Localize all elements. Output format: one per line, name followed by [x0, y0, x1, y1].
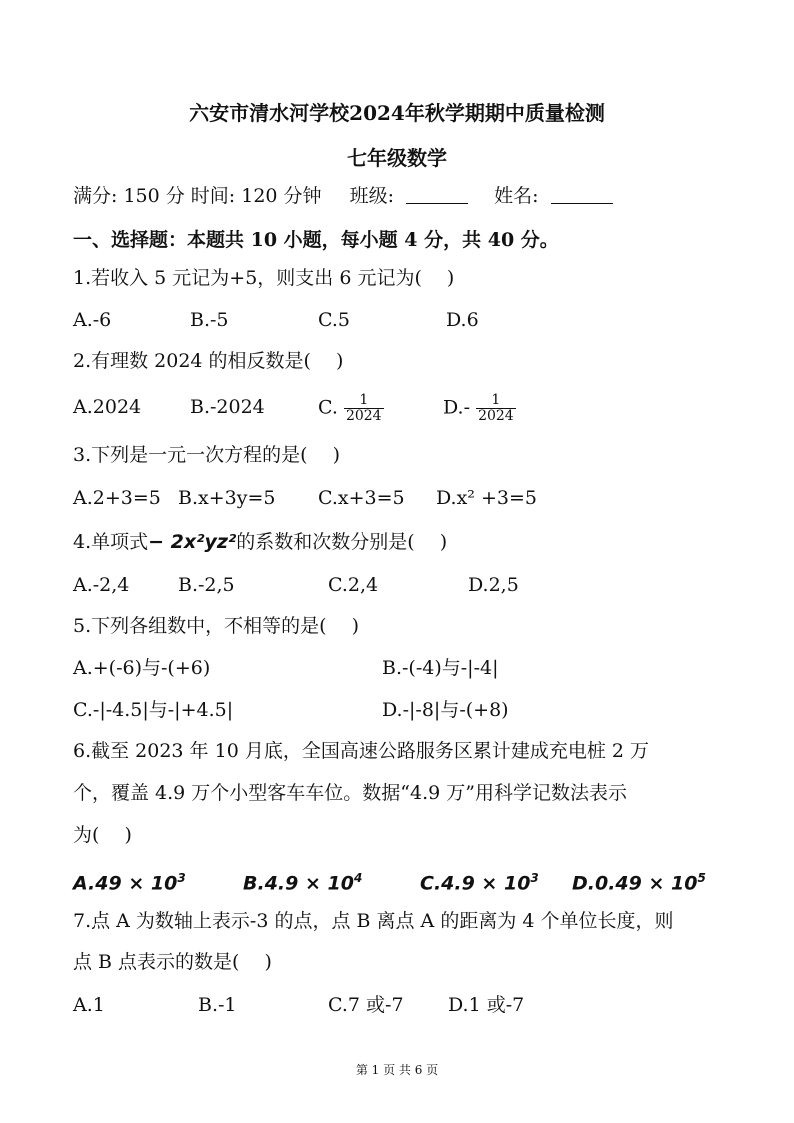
q2-option-c — [318, 393, 384, 424]
q2-option-b: B.-2024 — [190, 396, 265, 418]
q6-option-b-exponent: 4 — [353, 871, 363, 885]
q6-option-d-base: D.0.49 × 10 — [572, 872, 698, 895]
q6-option-a-base: A.49 × 10 — [73, 872, 178, 895]
q4-option-c: C.2,4 — [328, 574, 379, 596]
q5-option-a: A.+(-6)与-(+6) — [73, 657, 211, 679]
class-label: 班级: — [349, 185, 394, 207]
exam-subtitle: 七年级数学 — [347, 146, 447, 170]
q4-option-b: B.-2,5 — [178, 574, 235, 596]
question-5-stem: 5.下列各组数中，不相等的是( ) — [73, 615, 359, 637]
name-label: 姓名: — [494, 185, 539, 207]
q6-option-a — [73, 864, 186, 897]
q7-option-d: D.1 或-7 — [448, 994, 525, 1016]
q1-option-b: B.-5 — [190, 309, 229, 331]
q7-option-b: B.-1 — [198, 994, 237, 1016]
fraction-numerator: 1 — [491, 392, 501, 408]
q6-option-a-exponent: 3 — [177, 871, 186, 885]
question-4-stem — [73, 528, 447, 556]
q6-option-c-base: C.4.9 × 10 — [420, 872, 531, 895]
question-7-stem-line-2: 点 B 点表示的数是( ) — [73, 951, 272, 973]
section-heading: 一、选择题：本题共 10 小题，每小题 4 分，共 40 分。 — [73, 229, 559, 251]
q3-option-d: D.x² +3=5 — [436, 487, 537, 509]
q6-option-c — [420, 864, 539, 897]
q6-option-d-exponent: 5 — [697, 871, 706, 885]
q6-option-b-base: B.4.9 × 10 — [243, 872, 354, 895]
question-7-stem-line-1: 7.点 A 为数轴上表示-3 的点，点 B 离点 A 的距离为 4 个单位长度，则 — [73, 910, 674, 932]
q6-option-d — [572, 864, 706, 897]
question-6-stem-line-3: 为( ) — [73, 824, 132, 846]
q3-option-b: B.x+3y=5 — [178, 487, 276, 509]
q5-option-b: B.-(-4)与-|-4| — [382, 657, 499, 679]
q2-option-c-fraction — [344, 393, 384, 424]
class-blank — [406, 185, 468, 204]
q2-option-d — [443, 393, 516, 424]
q3-option-c: C.x+3=5 — [318, 487, 405, 509]
q4-stem-prefix: 4.单项式 — [73, 531, 149, 553]
q5-option-c: C.-|-4.5|与-|+4.5| — [73, 699, 234, 721]
exam-title: 六安市清水河学校2024年秋学期期中质量检测 — [189, 101, 605, 125]
fraction-denominator: 2024 — [345, 408, 382, 424]
q6-option-b — [243, 864, 362, 897]
q6-option-c-exponent: 3 — [530, 871, 539, 885]
info-prefix: 满分: 150 分 时间: 120 分钟 — [73, 185, 322, 207]
page-footer: 第 1 页 共 6 页 — [355, 1063, 439, 1077]
q5-option-d: D.-|-8|与-(+8) — [382, 699, 509, 721]
question-6-stem-line-1: 6.截至 2023 年 10 月底，全国高速公路服务区累计建成充电桩 2 万 — [73, 740, 649, 762]
q4-monomial: − 2x²yz² — [148, 531, 237, 553]
name-blank — [551, 185, 613, 204]
exam-info — [73, 182, 613, 210]
q1-option-d: D.6 — [446, 309, 479, 331]
question-1-stem: 1.若收入 5 元记为+5，则支出 6 元记为( ) — [73, 267, 455, 289]
fraction-denominator: 2024 — [478, 408, 514, 424]
q1-option-c: C.5 — [318, 309, 350, 331]
fraction-numerator: 1 — [359, 392, 369, 408]
q2-option-a: A.2024 — [73, 396, 142, 418]
q1-option-a: A.-6 — [73, 309, 112, 331]
q2-option-c-label: C. — [318, 396, 338, 419]
q7-option-c: C.7 或-7 — [328, 994, 404, 1016]
q2-option-d-label: D.- — [443, 396, 471, 419]
q4-stem-suffix: 的系数和次数分别是( ) — [236, 531, 448, 553]
q3-option-a: A.2+3=5 — [73, 487, 161, 509]
q2-option-d-fraction — [476, 393, 516, 424]
q4-option-a: A.-2,4 — [73, 574, 130, 596]
q4-option-d: D.2,5 — [468, 574, 519, 596]
question-3-stem: 3.下列是一元一次方程的是( ) — [73, 444, 340, 466]
question-6-stem-line-2: 个，覆盖 4.9 万个小型客车车位。数据“4.9 万”用科学记数法表示 — [73, 782, 627, 804]
q7-option-a: A.1 — [73, 994, 105, 1016]
question-2-stem: 2.有理数 2024 的相反数是( ) — [73, 350, 344, 372]
